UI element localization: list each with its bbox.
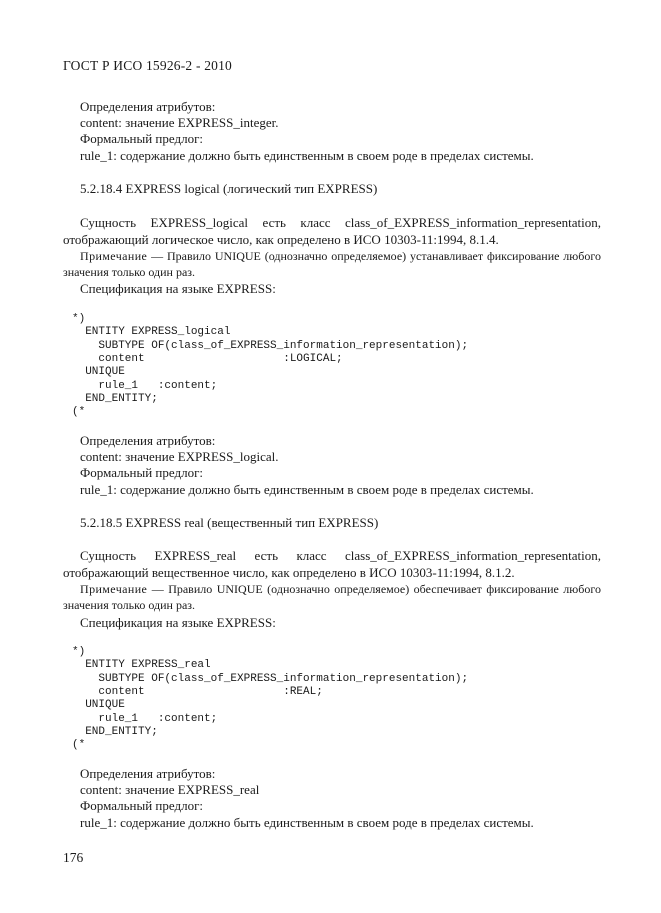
attr-content-def: content: значение EXPRESS_real [80,782,260,797]
code-line: *) [72,646,86,658]
note-logical [63,248,601,280]
code-line: END_ENTITY; [72,726,158,738]
code-line: (* [72,406,86,418]
formal-proposition-title: Формальный предлог: [80,798,204,813]
code-line: (* [72,739,86,751]
rule-1-def: rule_1: содержание должно быть единственным в своем роде в пределах системы. [80,815,534,830]
code-line: ENTITY EXPRESS_real [72,659,211,671]
code-line: END_ENTITY; [72,393,158,405]
code-line: content :LOGICAL; [72,353,343,365]
code-line: rule_1 :content; [72,380,218,392]
code-line: rule_1 :content; [72,713,218,725]
attr-defs-title: Определения атрибутов: [80,433,216,448]
code-line: content :REAL; [72,686,323,698]
rule-1-def: rule_1: содержание должно быть единственным в своем роде в пределах системы. [80,482,534,497]
code-line: UNIQUE [72,699,125,711]
code-line: SUBTYPE OF(class_of_EXPRESS_information_representation); [72,673,469,685]
section-heading-logical: 5.2.18.4 EXPRESS logical (логический тип EXPRESS) [80,181,378,196]
page-number: 176 [63,850,84,865]
spec-label-logical: Спецификация на языке EXPRESS: [80,281,276,296]
section-heading-real: 5.2.18.5 EXPRESS real (вещественный тип EXPRESS) [80,515,379,530]
note-label: Примечание [80,582,148,596]
attr-content-def: content: значение EXPRESS_logical. [80,449,279,464]
code-line: ENTITY EXPRESS_logical [72,326,231,338]
spec-label-real: Спецификация на языке EXPRESS: [80,615,276,630]
formal-proposition-title: Формальный предлог: [80,465,204,480]
attr-defs-title: Определения атрибутов: [80,766,216,781]
document-header: ГОСТ Р ИСО 15926-2 - 2010 [63,58,233,73]
attr-content-def: content: значение EXPRESS_integer. [80,115,279,130]
note-text: — Правило UNIQUE (однозначно определяемое) устанавливает фиксирование любого значения только один раз. [63,249,601,279]
attr-defs-title: Определения атрибутов: [80,99,216,114]
note-text: — Правило UNIQUE (однозначно определяемое) обеспечивает фиксирование любого значения только один раз. [63,582,601,612]
code-line: *) [72,313,86,325]
note-label: Примечание [80,249,148,263]
code-line: UNIQUE [72,366,125,378]
code-line: SUBTYPE OF(class_of_EXPRESS_information_representation); [72,340,469,352]
section-paragraph-real: Сущность EXPRESS_real есть класс class_of_EXPRESS_information_representation, отображающий вещественное число, как определено в ИСО 10303-11:1994, 8.1.2. [63,548,601,580]
note-real [63,581,601,613]
section-paragraph-logical: Сущность EXPRESS_logical есть класс class_of_EXPRESS_information_representation, отображающий логическое число, как определено в ИСО 10303-11:1994, 8.1.4. [63,215,601,247]
rule-1-def: rule_1: содержание должно быть единственным в своем роде в пределах системы. [80,148,534,163]
formal-proposition-title: Формальный предлог: [80,131,204,146]
